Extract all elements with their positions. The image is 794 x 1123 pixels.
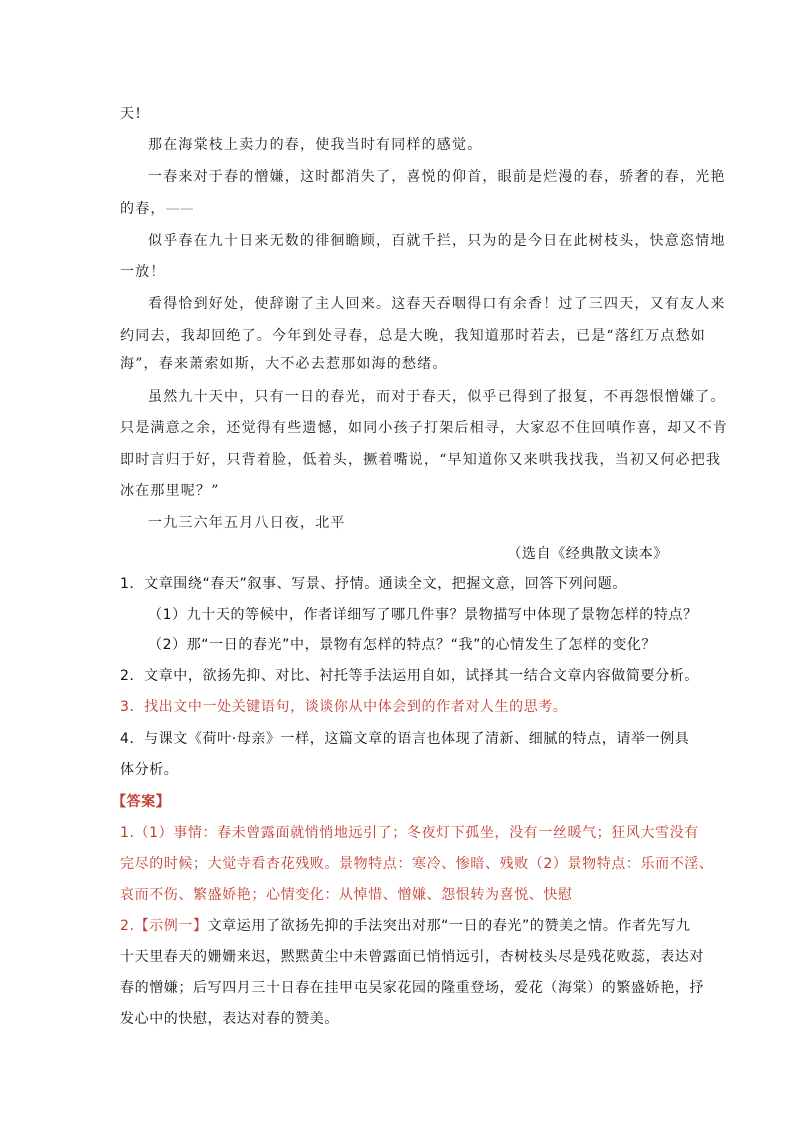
passage-line: 似乎春在九十日来无数的徘徊瞻顾，百就千拦，只为的是今日在此树枝头，快意恣情地 [148, 233, 726, 249]
passage-line: 海”，春来萧索如斯，大不必去惹那如海的愁绪。 [120, 356, 448, 372]
passage-line: 只是满意之余，还觉得有些遗憾，如同小孩子打架后相寻，大家忍不住回嗔作喜，却又不肯 [120, 420, 728, 436]
passage-line: 一放！ [120, 264, 166, 280]
question-2: 2．文章中，欲扬先抑、对比、衬托等手法运用自如，试择其一结合文章内容做简要分析。 [120, 668, 699, 684]
passage-line: 天! [120, 106, 143, 122]
passage-line: 一春来对于春的憎嫌，这时都消失了，喜悦的仰首，眼前是烂漫的春，骄奢的春，光艳 [148, 169, 726, 185]
answer-2-line1 [120, 915, 690, 935]
passage-text: 的春， [120, 201, 166, 217]
answer-2-line4: 发心中的快慰，表达对春的赞美。 [120, 1011, 339, 1027]
passage-line: 看得恰到好处，使辞谢了主人回来。这春天吞咽得口有余香！过了三四天，又有友人来 [148, 296, 726, 312]
date-line: 一九三六年五月八日夜，北平 [148, 515, 346, 531]
question-1-2: （2）那“一日的春光”中，景物有怎样的特点？“我”的心情发生了怎样的变化？ [148, 637, 657, 653]
question-1-1: （1）九十天的等候中，作者详细写了哪几件事？景物描写中体现了景物怎样的特点？ [148, 607, 698, 623]
passage-line: 冰在那里呢？” [120, 483, 220, 499]
question-3: 3．找出文中一处关键语句，谈谈你从中体会到的作者对人生的思考。 [120, 699, 568, 715]
answer-2-line2: 十天里春天的姗姗来迟，黙黙黄尘中未曾露面已悄悄远引，杏树枝头尽是残花败蕊，表达对 [120, 949, 704, 965]
passage-line [120, 198, 194, 218]
answer-2-text: 文章运用了欲扬先抑的手法突出对那“一日的春光”的赞美之情。作者先写九 [207, 918, 691, 934]
answer-2-tag: 【示例一】 [134, 918, 208, 934]
question-4-line1: 4．与课文《荷叶·母亲》一样，这篇文章的语言也体现了清新、细腻的特点，请举一例具 [120, 731, 690, 747]
answer-2-number: 2. [120, 918, 135, 934]
answer-1-line3: 哀而不伤、繁盛娇艳；心情变化：从悼惜、憎嫌、怨恨转为喜悦、快慰 [120, 887, 573, 903]
passage-line: 即时言归于好，只背着脸，低着头，撅着嘴说，“早知道你又来哄我找我，当初又何必把我 [120, 452, 722, 468]
dash-mark: —— [165, 201, 194, 217]
answer-header: 【答案】 [112, 794, 171, 810]
source-note: （选自《经典散文读本》 [507, 546, 668, 562]
answer-1-line2: 完尽的时候；大觉寺看杏花残败。景物特点：寒冷、惨暗、残败（2）景物特点：乐而不淫、 [120, 856, 714, 872]
answer-2-line3: 春的憎嫌；后写四月三十日春在挂甲屯吴家花园的隆重登场，爱花（海棠）的繁盛娇艳，抒 [120, 980, 704, 996]
passage-line: 那在海棠枝上卖力的春，使我当时有同样的感觉。 [148, 137, 483, 153]
passage-line: 约同去，我却回绝了。今年到处寻春，总是大晚，我知道那时若去，已是“落红万点愁如 [120, 328, 706, 344]
answer-1-line1: 1.（1）事情：春未曾露面就悄悄地远引了；冬夜灯下孤坐，没有一丝暖气；狂风大雪没有 [120, 825, 699, 841]
question-4-line2: 体分析。 [120, 762, 179, 778]
passage-line: 虽然九十天中，只有一日的春光，而对于春天，似乎已得到了报复，不再怨恨憎嫌了。 [148, 389, 726, 405]
question-1: 1．文章围绕“春天”叙事、写景、抒情。通读全文，把握文意，回答下列问题。 [120, 576, 628, 592]
